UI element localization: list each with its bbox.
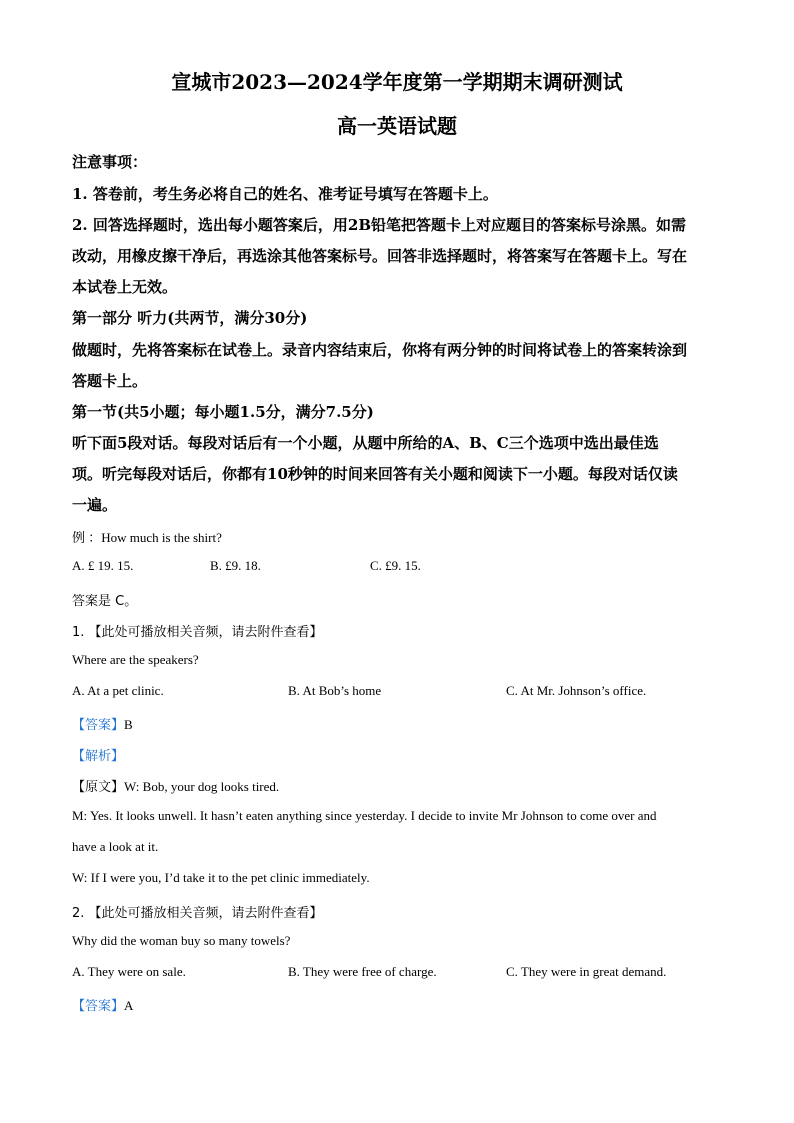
notes-heading: 注意事项：	[72, 153, 148, 171]
section1-instruction-line-3: 一遍。	[72, 496, 118, 514]
question-1-answer	[72, 714, 133, 734]
question-1-transcript-line-3: have a look at it.	[72, 839, 159, 854]
part1-instruction-line-1: 做题时，先将答案标在试卷上。录音内容结束后，你将有两分钟的时间将试卷上的答案转涂到	[72, 341, 688, 359]
question-2-number-line: 2. 【此处可播放相关音频，请去附件查看】	[72, 906, 323, 921]
question-2-option-a: A. They were on sale.	[72, 964, 186, 979]
question-1-transcript-line-4: W: If I were you, I’d take it to the pet clinic immediately.	[72, 870, 370, 885]
question-1-number-line: 1. 【此处可播放相关音频，请去附件查看】	[72, 625, 323, 640]
note-2-line-1: 2. 回答选择题时，选出每小题答案后，用2B铅笔把答题卡上对应题目的答案标号涂黑。如需	[72, 216, 687, 234]
question-1-option-b: B. At Bob’s home	[288, 683, 382, 698]
question-1-text: Where are the speakers?	[72, 652, 199, 667]
part1-instruction-line-2: 答题卡上。	[72, 372, 148, 390]
section1-instruction-line-1: 听下面5段对话。每段对话后有一个小题，从题中所给的A、B、C三个选项中选出最佳选	[72, 434, 659, 452]
question-2-option-c: C. They were in great demand.	[506, 964, 667, 979]
analysis-tag: 【解析】	[72, 749, 125, 764]
question-2-option-b: B. They were free of charge.	[288, 964, 437, 979]
question-1-option-c: C. At Mr. Johnson’s office.	[506, 683, 647, 698]
section1-instruction-line-2: 项。听完每段对话后，你都有10秒钟的时间来回答有关小题和阅读下一小题。每段对话仅读	[72, 465, 678, 483]
transcript-tag: 【原文】	[72, 780, 125, 795]
question-1-option-a: A. At a pet clinic.	[72, 683, 164, 698]
question-2-text: Why did the woman buy so many towels?	[72, 933, 291, 948]
exam-title: 宣城市2023—2024学年度第一学期期末调研测试	[171, 70, 623, 94]
section1-heading: 第一节(共5小题；每小题1.5分，满分7.5分)	[72, 403, 374, 421]
note-2-line-2: 改动，用橡皮擦干净后，再选涂其他答案标号。回答非选择题时，将答案写在答题卡上。写在	[72, 247, 688, 265]
transcript-text: W: Bob, your dog looks tired.	[124, 779, 280, 794]
question-1-transcript-line-1	[72, 776, 279, 796]
example-option-b: B. £9. 18.	[210, 558, 261, 573]
example-option-c: C. £9. 15.	[370, 558, 421, 573]
answer-value: A	[124, 998, 134, 1013]
example-option-a: A. £ 19. 15.	[72, 558, 134, 573]
answer-tag: 【答案】	[72, 718, 125, 733]
note-1: 1. 答卷前，考生务必将自己的姓名、准考证号填写在答题卡上。	[72, 185, 498, 203]
answer-tag: 【答案】	[72, 999, 125, 1014]
question-1-transcript-line-2: M: Yes. It looks unwell. It hasn’t eaten anything since yesterday. I decide to invite Mr Johnson to come over and	[72, 808, 657, 823]
note-2-line-3: 本试卷上无效。	[72, 278, 178, 296]
part1-heading: 第一部分 听力(共两节，满分30分)	[72, 309, 308, 327]
question-1-analysis	[72, 745, 124, 765]
exam-subtitle: 高一英语试题	[337, 114, 457, 138]
question-2-answer	[72, 995, 133, 1015]
example-question: 例 ：How much is the shirt?	[72, 530, 222, 545]
answer-value: B	[124, 717, 133, 732]
example-answer: 答案是 C。	[72, 594, 138, 609]
